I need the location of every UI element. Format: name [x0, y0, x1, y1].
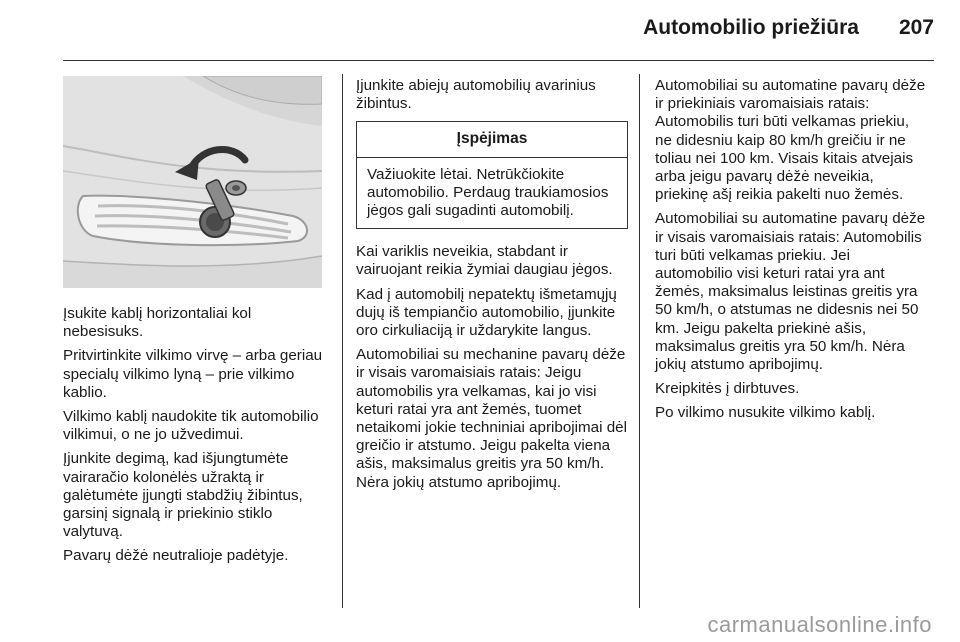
paragraph: Po vilkimo nusukite vilkimo kablį.	[655, 404, 876, 422]
paragraph: Kad į automobilį nepatektų išmetamųjų dujų iš tempiančio automobilio, įjunkite oro cirkuliaciją ir uždarykite langus.	[356, 285, 617, 340]
warning-title: Įspėjimas	[357, 122, 627, 157]
paragraph: Įjunkite degimą, kad išjungtumėte vairaračio kolonėlės užraktą ir galėtumėte įjungti stabdžių žibintus, garsinį signalą ir priekinio stiklo valytuvą.	[63, 450, 303, 541]
paragraph: Kai variklis neveikia, stabdant ir vairuojant reikia žymiai daugiau jėgos.	[356, 243, 613, 279]
paragraph: Įjunkite abiejų automobilių avarinius žibintus.	[356, 77, 596, 113]
warning-box	[356, 121, 628, 229]
towing-eye-illustration	[63, 76, 322, 288]
paragraph: Pavarų dėžė neutralioje padėtyje.	[63, 547, 289, 565]
column-divider	[639, 74, 640, 608]
header-rule	[63, 60, 934, 61]
page-header	[0, 16, 934, 46]
column-divider	[342, 74, 343, 608]
paragraph: Pritvirtinkite vilkimo virvę – arba geriau specialų vilkimo lyną – prie vilkimo kablio.	[63, 347, 323, 401]
paragraph: Kreipkitės į dirbtuves.	[655, 380, 800, 398]
paragraph: Vilkimo kablį naudokite tik automobilio vilkimui, o ne jo užvedimui.	[63, 408, 319, 444]
page-number: 207	[898, 16, 934, 39]
paragraph: Įsukite kablį horizontaliai kol nebesisuks.	[63, 305, 252, 341]
text-column-3	[655, 77, 930, 429]
paragraph: Automobiliai su automatine pavarų dėže ir priekiniais varomaisiais ratais: Automobilis turi būti velkamas priekiu, ne didesniu kaip 80 km/h greičiu ir ne toliau nei 100 km. Visais kitais atvejais arba jeigu pavarų dėžė neveikia, priekinę ašį reikia pakelti nuo žemės.	[655, 77, 926, 204]
paragraph: Automobiliai su automatine pavarų dėže ir visais varomaisiais ratais: Automobilis turi būti velkamas priekiu. Jei automobilio visi keturi ratai yra ant žemės, maksimalus leistinas greitis yra 50 km/h, o atstumas ne didesnis nei 50 km. Jeigu pakelta priekinė ašis, maksimalus greitis yra 50 km/h. Nėra jokių atstumo apribojimų.	[655, 210, 926, 374]
bumper-drawing	[63, 76, 322, 288]
text-column-1	[63, 305, 331, 572]
paragraph: Automobiliai su mechanine pavarų dėže ir visais varomaisiais ratais: Jeigu automobilis yra velkamas, kai jo visi keturi ratai yra ant žemės, tuomet netaikomi jokie techniniai apribojimai dėl greičio ir atstumo. Jeigu pakelta viena ašis, maksimalus greitis yra 50 km/h. Nėra jokių atstumo apribojimų.	[356, 346, 627, 491]
text-column-2	[356, 77, 628, 498]
section-title: Automobilio priežiūra	[643, 16, 859, 39]
warning-text: Važiuokite lėtai. Netrūkčiokite automobilio. Perdaug traukiamosios jėgos gali sugadinti automobilį.	[367, 165, 609, 220]
watermark: carmanualsonline.info	[707, 612, 932, 637]
